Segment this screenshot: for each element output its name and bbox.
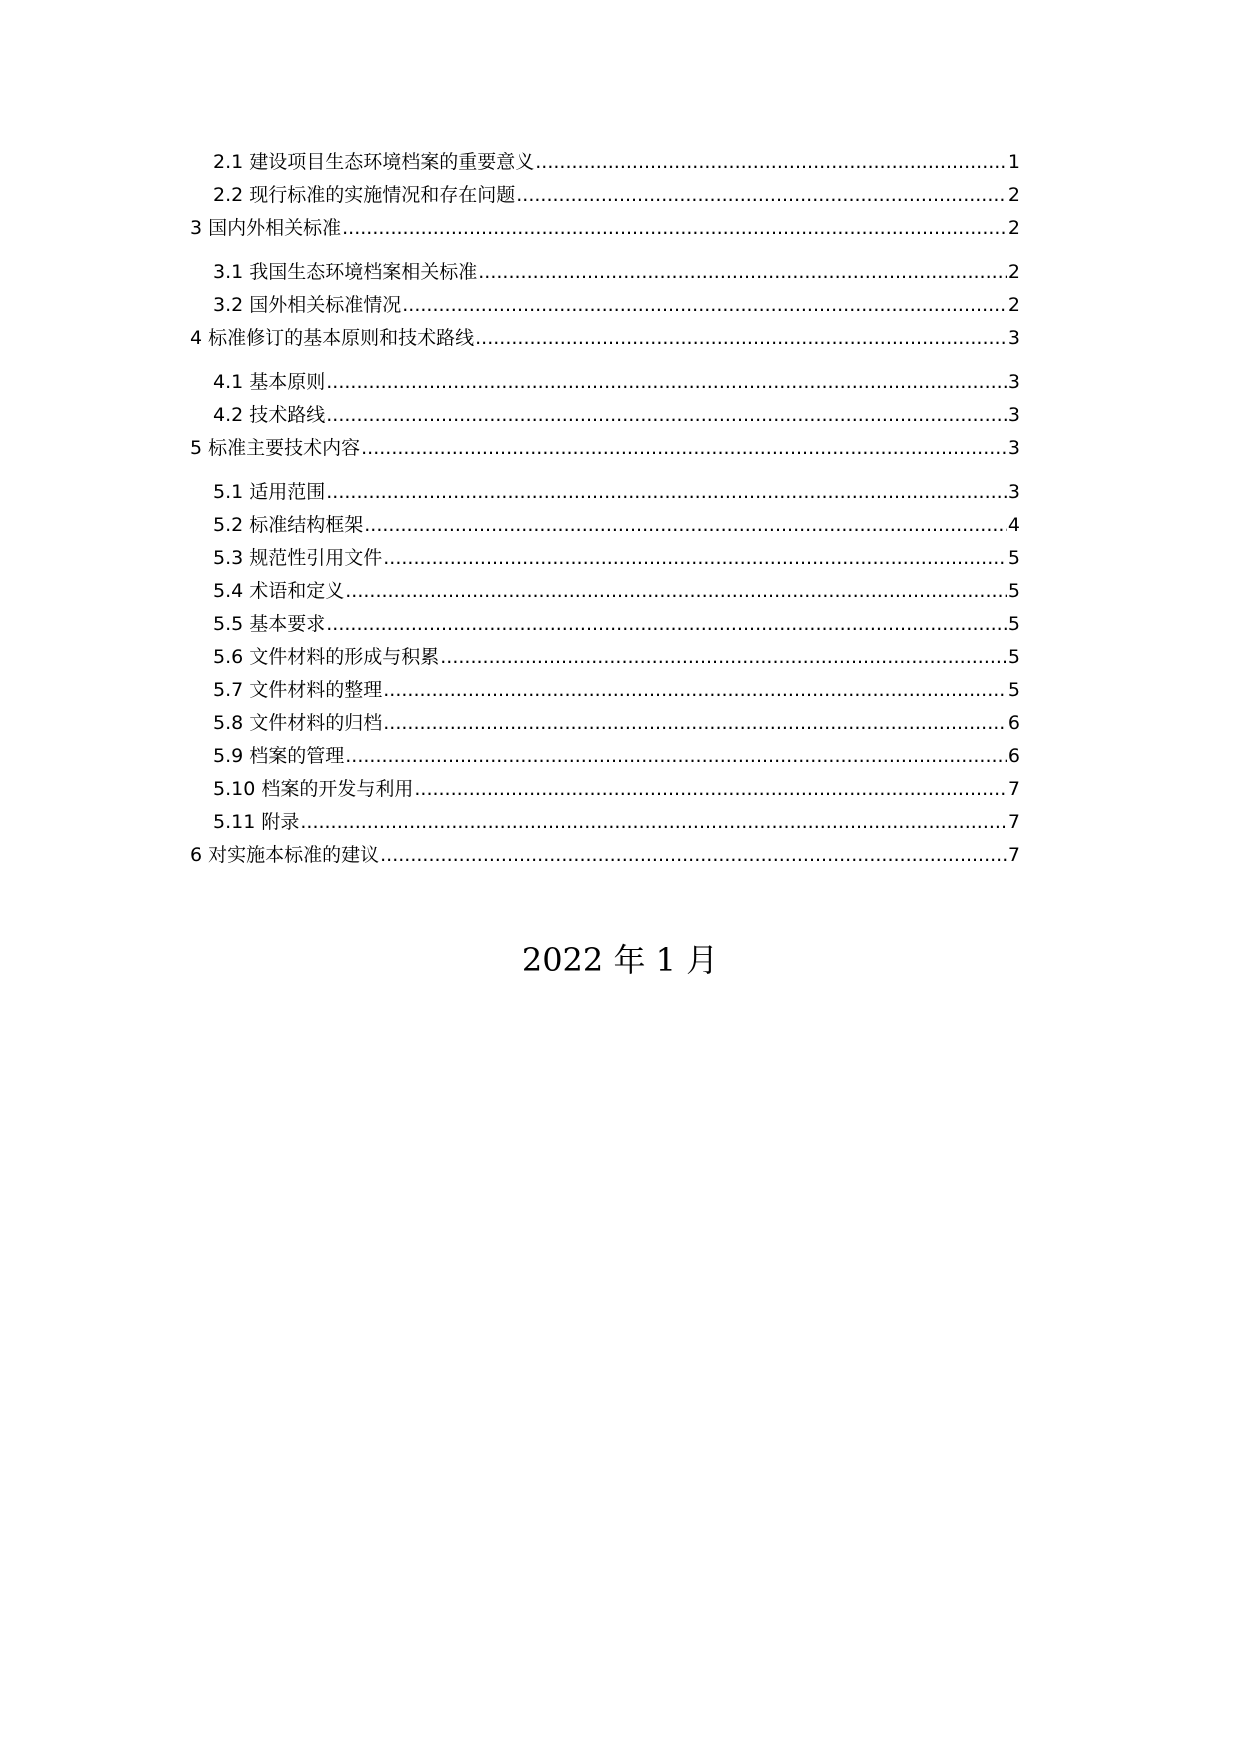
toc-dot-leader — [516, 183, 1007, 207]
toc-dot-leader — [300, 810, 1007, 834]
toc-entry-page-number: 5 — [1007, 679, 1020, 701]
toc-dot-leader — [478, 260, 1007, 284]
toc-entry[interactable] — [190, 480, 1020, 504]
toc-entry-page-number: 3 — [1007, 481, 1020, 503]
toc-dot-leader — [383, 711, 1007, 735]
toc-entry-title: 2.1 建设项目生态环境档案的重要意义 — [213, 151, 535, 173]
document-date: 2022 年 1 月 — [521, 941, 719, 979]
table-of-contents — [190, 150, 1020, 876]
toc-entry[interactable] — [190, 436, 1020, 460]
toc-entry-page-number: 4 — [1007, 514, 1020, 536]
toc-dot-leader — [414, 777, 1007, 801]
toc-entry-title: 3.1 我国生态环境档案相关标准 — [213, 261, 478, 283]
toc-entry[interactable] — [190, 678, 1020, 702]
toc-entry[interactable] — [190, 843, 1020, 867]
toc-entry-title: 5.8 文件材料的归档 — [213, 712, 383, 734]
toc-dot-leader — [535, 150, 1007, 174]
toc-entry-title: 3.2 国外相关标准情况 — [213, 294, 402, 316]
toc-entry-title: 3 国内外相关标准 — [190, 217, 342, 239]
toc-entry-page-number: 2 — [1007, 261, 1020, 283]
toc-entry[interactable] — [190, 645, 1020, 669]
toc-entry-title: 5.1 适用范围 — [213, 481, 326, 503]
toc-entry-page-number: 2 — [1007, 184, 1020, 206]
toc-entry-title: 5 标准主要技术内容 — [190, 437, 361, 459]
toc-entry-title: 5.5 基本要求 — [213, 613, 326, 635]
toc-entry-page-number: 6 — [1007, 712, 1020, 734]
toc-entry-title: 5.6 文件材料的形成与积累 — [213, 646, 440, 668]
toc-dot-leader — [326, 403, 1007, 427]
toc-entry-page-number: 7 — [1007, 811, 1020, 833]
toc-dot-leader — [361, 436, 1007, 460]
toc-dot-leader — [326, 480, 1007, 504]
toc-entry-title: 5.3 规范性引用文件 — [213, 547, 383, 569]
toc-entry-title: 6 对实施本标准的建议 — [190, 844, 380, 866]
toc-dot-leader — [475, 326, 1007, 350]
toc-entry[interactable] — [190, 579, 1020, 603]
toc-entry-page-number: 5 — [1007, 547, 1020, 569]
toc-entry-page-number: 7 — [1007, 844, 1020, 866]
toc-entry-page-number: 3 — [1007, 327, 1020, 349]
toc-entry-page-number: 3 — [1007, 437, 1020, 459]
toc-entry-title: 4.1 基本原则 — [213, 371, 326, 393]
toc-entry-title: 4 标准修订的基本原则和技术路线 — [190, 327, 475, 349]
toc-entry[interactable] — [190, 150, 1020, 174]
toc-entry[interactable] — [190, 711, 1020, 735]
toc-entry-page-number: 3 — [1007, 371, 1020, 393]
toc-dot-leader — [383, 546, 1007, 570]
toc-entry-title: 5.9 档案的管理 — [213, 745, 345, 767]
toc-entry-page-number: 5 — [1007, 580, 1020, 602]
toc-entry-page-number: 6 — [1007, 745, 1020, 767]
toc-dot-leader — [402, 293, 1007, 317]
toc-dot-leader — [440, 645, 1007, 669]
toc-entry-page-number: 1 — [1007, 151, 1020, 173]
toc-entry[interactable] — [190, 216, 1020, 240]
toc-entry[interactable] — [190, 260, 1020, 284]
toc-entry-title: 5.10 档案的开发与利用 — [213, 778, 414, 800]
toc-entry-title: 5.2 标准结构框架 — [213, 514, 364, 536]
toc-entry[interactable] — [190, 810, 1020, 834]
toc-entry[interactable] — [190, 183, 1020, 207]
toc-entry-title: 5.7 文件材料的整理 — [213, 679, 383, 701]
toc-entry[interactable] — [190, 370, 1020, 394]
toc-dot-leader — [383, 678, 1007, 702]
toc-entry[interactable] — [190, 513, 1020, 537]
toc-entry-page-number: 2 — [1007, 294, 1020, 316]
toc-entry-page-number: 2 — [1007, 217, 1020, 239]
toc-entry[interactable] — [190, 777, 1020, 801]
toc-entry-page-number: 3 — [1007, 404, 1020, 426]
toc-dot-leader — [326, 612, 1007, 636]
toc-entry[interactable] — [190, 612, 1020, 636]
toc-entry-page-number: 5 — [1007, 613, 1020, 635]
toc-entry-title: 5.11 附录 — [213, 811, 300, 833]
toc-entry[interactable] — [190, 326, 1020, 350]
toc-entry[interactable] — [190, 744, 1020, 768]
toc-entry[interactable] — [190, 293, 1020, 317]
toc-dot-leader — [345, 579, 1007, 603]
toc-dot-leader — [326, 370, 1007, 394]
toc-dot-leader — [380, 843, 1007, 867]
toc-entry-title: 4.2 技术路线 — [213, 404, 326, 426]
toc-entry-title: 2.2 现行标准的实施情况和存在问题 — [213, 184, 516, 206]
toc-entry[interactable] — [190, 546, 1020, 570]
toc-entry-title: 5.4 术语和定义 — [213, 580, 345, 602]
toc-dot-leader — [364, 513, 1007, 537]
toc-dot-leader — [342, 216, 1007, 240]
toc-dot-leader — [345, 744, 1007, 768]
toc-entry-page-number: 5 — [1007, 646, 1020, 668]
toc-entry[interactable] — [190, 403, 1020, 427]
toc-entry-page-number: 7 — [1007, 778, 1020, 800]
